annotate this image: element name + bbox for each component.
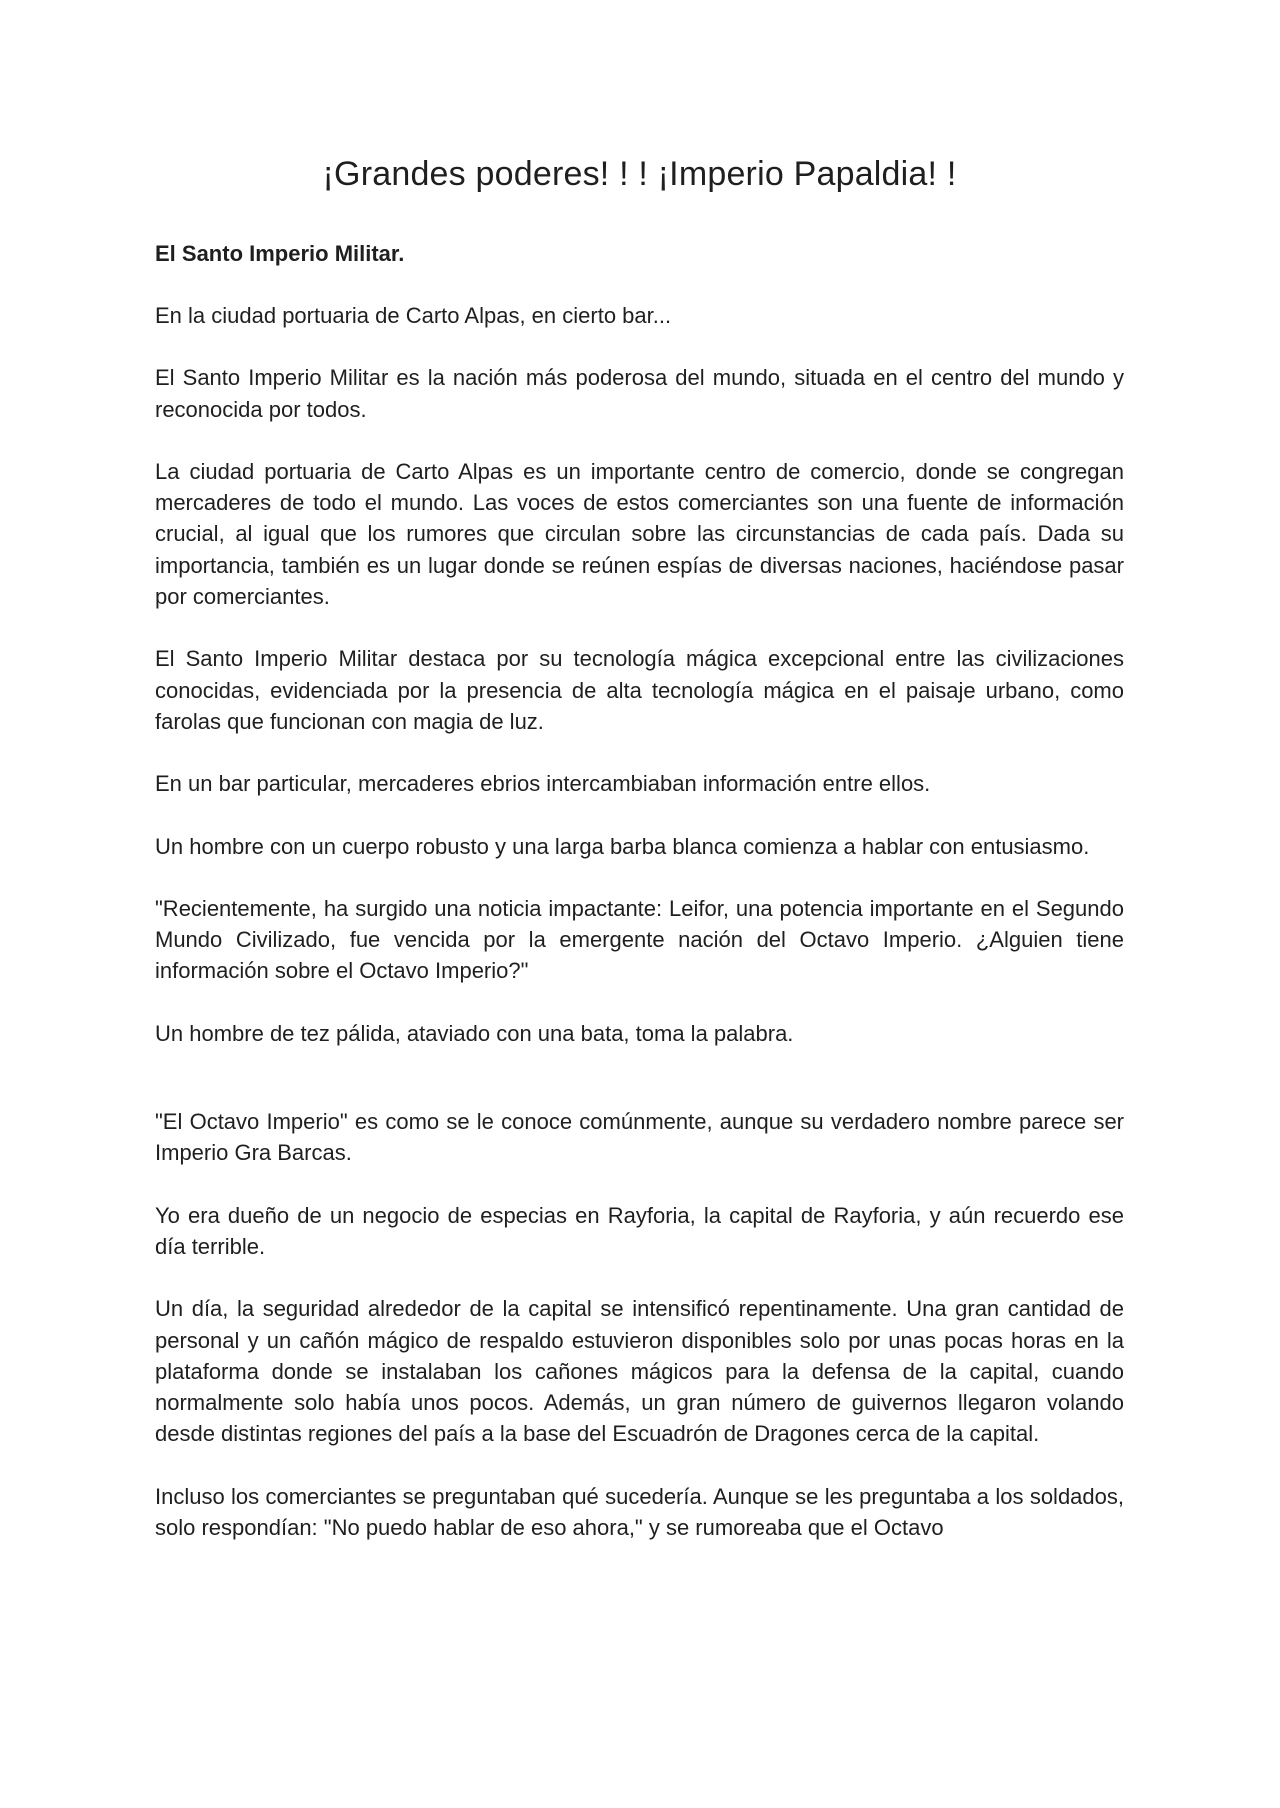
paragraph: Un hombre de tez pálida, ataviado con una bata, toma la palabra.: [155, 1020, 794, 1046]
paragraph: Un hombre con un cuerpo robusto y una larga barba blanca comienza a hablar con entusiasmo.: [155, 833, 1090, 859]
paragraph: El Santo Imperio Militar destaca por su tecnología mágica excepcional entre las civilizaciones conocidas, evidenciada por la presencia de alta tecnología mágica en el paisaje urbano, como farolas que funcionan con magia de luz.: [155, 646, 1124, 734]
section-heading: El Santo Imperio Militar.: [155, 241, 405, 266]
paragraph: En un bar particular, mercaderes ebrios intercambiaban información entre ellos.: [155, 771, 931, 797]
paragraph: En la ciudad portuaria de Carto Alpas, en cierto bar...: [155, 303, 672, 328]
paragraph: Yo era dueño de un negocio de especias en Rayforia, la capital de Rayforia, y aún recuerdo ese día terrible.: [155, 1202, 1124, 1259]
paragraph: Un día, la seguridad alrededor de la capital se intensificó repentinamente. Una gran cantidad de personal y un cañón mágico de respaldo estuvieron disponibles solo por unas pocas horas en la plataforma donde se instalaban los cañones mágicos para la defensa de la capital, cuando normalmente solo había unos pocos. Además, un gran número de guivernos llegaron volando desde distintas regiones del país a la base del Escuadrón de Dragones cerca de la capital.: [155, 1296, 1124, 1447]
paragraph: "El Octavo Imperio" es como se le conoce comúnmente, aunque su verdadero nombre parece ser Imperio Gra Barcas.: [155, 1109, 1124, 1166]
paragraph: El Santo Imperio Militar es la nación más poderosa del mundo, situada en el centro del mundo y reconocida por todos.: [155, 365, 1124, 422]
document-page: [155, 148, 1124, 1543]
paragraph: Incluso los comerciantes se preguntaban qué sucedería. Aunque se les preguntaba a los soldados, solo respondían: "No puedo hablar de eso ahora," y se rumoreaba que el Octavo: [155, 1483, 1124, 1541]
document-title: ¡Grandes poderes! ! ! ¡Imperio Papaldia! !: [322, 155, 957, 193]
paragraph: "Recientemente, ha surgido una noticia impactante: Leifor, una potencia importante en el Segundo Mundo Civilizado, fue vencida por la emergente nación del Octavo Imperio. ¿Alguien tiene información sobre el Octavo Imperio?": [155, 895, 1124, 984]
paragraph: La ciudad portuaria de Carto Alpas es un importante centro de comercio, donde se congregan mercaderes de todo el mundo. Las voces de estos comerciantes son una fuente de información crucial, al igual que los rumores que circulan sobre las circunstancias de cada país. Dada su importancia, también es un lugar donde se reúnen espías de diversas naciones, haciéndose pasar por comerciantes.: [155, 458, 1124, 610]
